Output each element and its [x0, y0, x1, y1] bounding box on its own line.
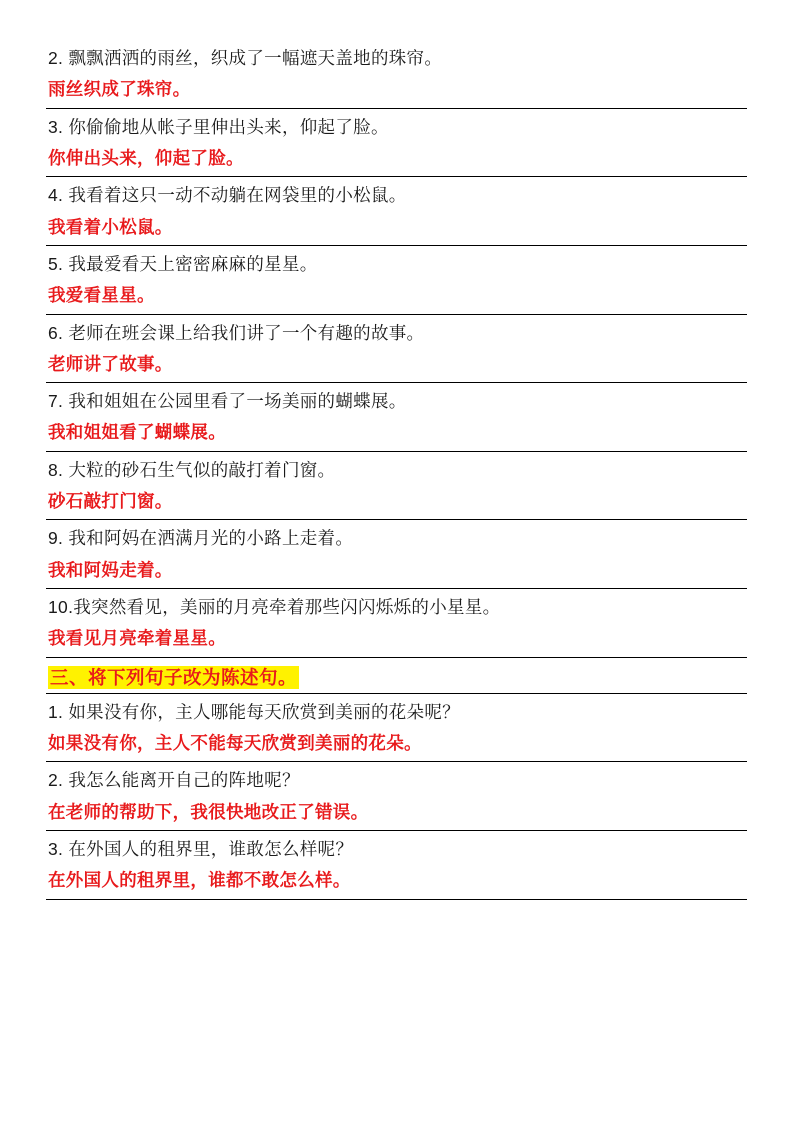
worksheet-content	[46, 40, 747, 900]
qa-block	[46, 694, 747, 763]
answer-line: 你伸出头来，仰起了脸。	[46, 144, 747, 177]
qa-block	[46, 40, 747, 109]
answer-line: 雨丝织成了珠帘。	[46, 75, 747, 108]
answer-line: 我看着小松鼠。	[46, 213, 747, 246]
question-line: 4. 我看着这只一动不动躺在网袋里的小松鼠。	[48, 185, 407, 206]
answer-line: 我和姐姐看了蝴蝶展。	[46, 418, 747, 451]
qa-block	[46, 246, 747, 315]
answer-line: 老师讲了故事。	[46, 350, 747, 383]
question-line: 3. 你偷偷地从帐子里伸出头来，仰起了脸。	[48, 116, 389, 137]
question-line: 2. 我怎么能离开自己的阵地呢？	[48, 770, 300, 791]
question-line: 8. 大粒的砂石生气似的敲打着门窗。	[48, 459, 336, 480]
qa-block	[46, 452, 747, 521]
answer-line: 砂石敲打门窗。	[46, 487, 747, 520]
question-line: 5. 我最爱看天上密密麻麻的星星。	[48, 253, 318, 274]
answer-line: 在老师的帮助下，我很快地改正了错误。	[46, 798, 747, 831]
answer-line: 我爱看星星。	[46, 281, 747, 314]
question-line: 7. 我和姐姐在公园里看了一场美丽的蝴蝶展。	[48, 391, 407, 412]
qa-block	[46, 831, 747, 900]
answer-line: 我看见月亮牵着星星。	[46, 624, 747, 657]
question-line: 6. 老师在班会课上给我们讲了一个有趣的故事。	[48, 322, 425, 343]
qa-block	[46, 177, 747, 246]
answer-line: 我和阿妈走着。	[46, 556, 747, 589]
question-line: 3. 在外国人的租界里，谁敢怎么样呢？	[48, 838, 354, 859]
qa-block	[46, 520, 747, 589]
question-line: 1. 如果没有你，主人哪能每天欣赏到美丽的花朵呢？	[48, 701, 460, 722]
qa-block	[46, 383, 747, 452]
answer-line: 如果没有你，主人不能每天欣赏到美丽的花朵。	[46, 729, 747, 762]
question-line: 10.我突然看见，美丽的月亮牵着那些闪闪烁烁的小星星。	[48, 597, 501, 617]
qa-block	[46, 109, 747, 178]
section-heading-text: 三、将下列句子改为陈述句。	[50, 666, 298, 688]
qa-block	[46, 315, 747, 384]
qa-block	[46, 589, 747, 658]
section-heading	[46, 660, 747, 694]
qa-block	[46, 762, 747, 831]
answer-line: 在外国人的租界里，谁都不敢怎么样。	[46, 866, 747, 899]
question-line: 2. 飘飘洒洒的雨丝，织成了一幅遮天盖地的珠帘。	[48, 48, 443, 68]
question-line: 9. 我和阿妈在洒满月光的小路上走着。	[48, 528, 354, 549]
